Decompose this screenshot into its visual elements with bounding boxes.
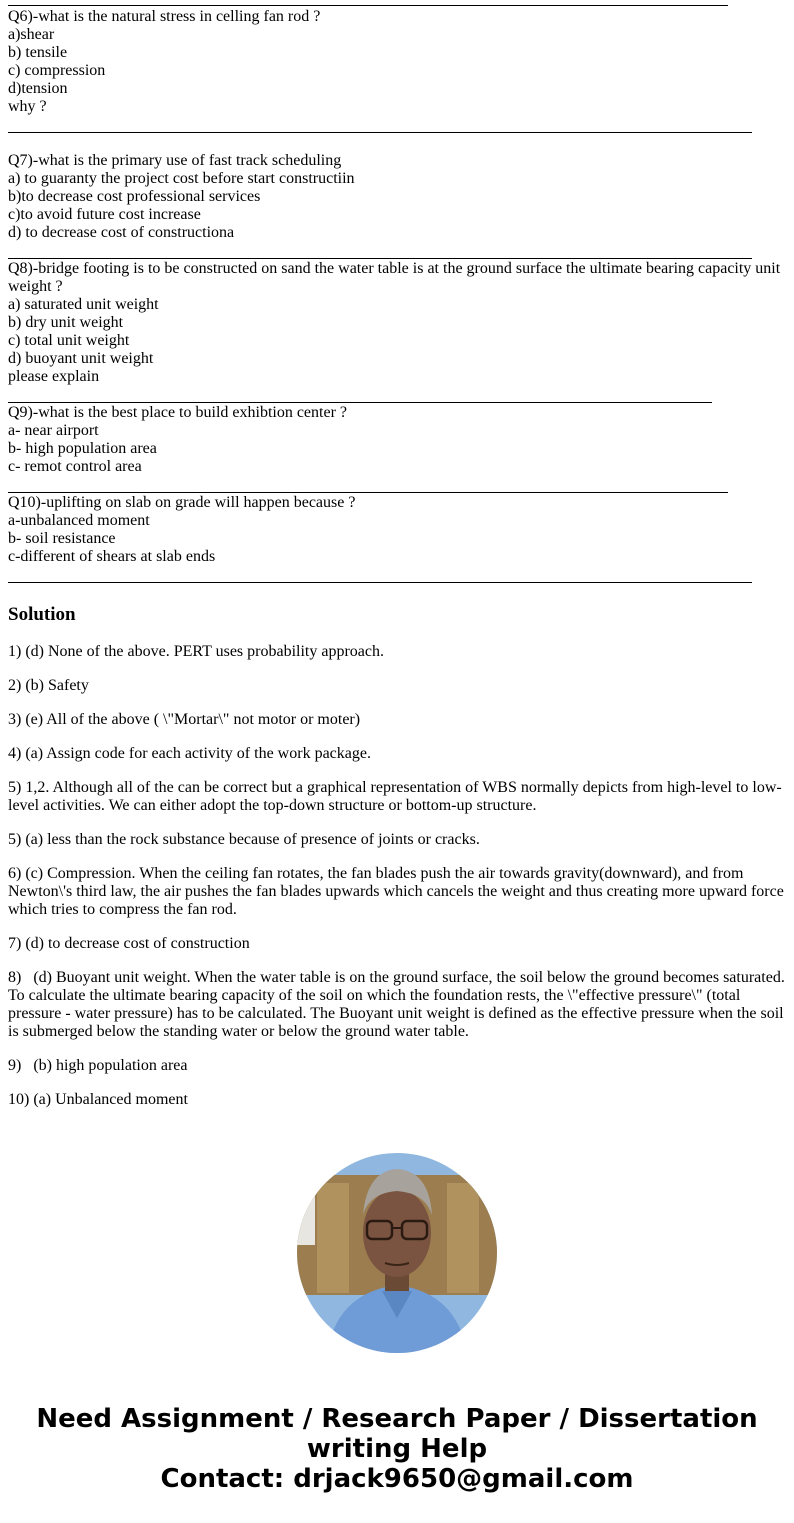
answer-1: 1) (d) None of the above. PERT uses probability approach. [8, 643, 384, 660]
solution-answers [8, 643, 789, 1109]
question-7 [8, 152, 786, 242]
question-text: Q9)-what is the best place to build exhibtion center ? [8, 404, 348, 421]
option: b) dry unit weight [8, 314, 124, 331]
author-avatar [297, 1153, 497, 1353]
question-note: please explain [8, 368, 100, 385]
answer-10: 10) (a) Unbalanced moment [8, 1091, 188, 1108]
answer-4: 4) (a) Assign code for each activity of the work package. [8, 745, 371, 762]
option: c) total unit weight [8, 332, 130, 349]
option: c) compression [8, 62, 106, 79]
option: d) to decrease cost of constructiona [8, 224, 235, 241]
option: a) to guaranty the project cost before start constructiin [8, 170, 355, 187]
divider [8, 582, 752, 583]
promo-contact: Contact: drjack9650@gmail.com [160, 1464, 634, 1494]
divider [8, 132, 752, 133]
question-6 [8, 8, 786, 116]
promo-line-1: Need Assignment / Research Paper / Dissertation [36, 1404, 758, 1434]
option: c)to avoid future cost increase [8, 206, 201, 223]
document-body [8, 0, 789, 1109]
option: c- remot control area [8, 458, 142, 475]
option: c-different of shears at slab ends [8, 548, 216, 565]
divider [8, 402, 712, 403]
answer-2: 2) (b) Safety [8, 677, 89, 694]
option: a)shear [8, 26, 55, 43]
question-text: Q10)-uplifting on slab on grade will happen because ? [8, 494, 356, 511]
question-9 [8, 404, 786, 476]
option: d)tension [8, 80, 68, 97]
question-10 [8, 494, 786, 566]
answer-9: 9) (b) high population area [8, 1057, 188, 1074]
question-text: Q6)-what is the natural stress in celling fan rod ? [8, 8, 321, 25]
promo-line-2: writing Help [306, 1434, 488, 1464]
option: a-unbalanced moment [8, 512, 150, 529]
option: b) tensile [8, 44, 68, 61]
divider [8, 492, 728, 493]
option: a- near airport [8, 422, 99, 439]
divider [8, 5, 728, 6]
question-text: Q7)-what is the primary use of fast track scheduling [8, 152, 342, 169]
option: b- soil resistance [8, 530, 116, 547]
answer-3: 3) (e) All of the above ( \"Mortar\" not motor or moter) [8, 711, 361, 728]
answer-5b: 5) (a) less than the rock substance because of presence of joints or cracks. [8, 831, 480, 848]
question-8 [8, 260, 786, 386]
answer-7: 7) (d) to decrease cost of construction [8, 935, 250, 952]
answer-5: 5) 1,2. Although all of the can be correct but a graphical representation of WBS normally depicts from high-level to low-level activities. We can either adopt the top-down structure or bottom-up structure. [8, 779, 782, 814]
option: a) saturated unit weight [8, 296, 159, 313]
answer-6: 6) (c) Compression. When the ceiling fan rotates, the fan blades push the air towards gravity(downward), and from Newton\'s third law, the air pushes the fan blades upwards which cancels the weight and thus creating more upward force which tries to compress the fan rod. [8, 865, 784, 918]
solution-heading: Solution [8, 604, 76, 625]
question-text: Q8)-bridge footing is to be constructed on sand the water table is at the ground surface the ultimate bearing capacity unit weight ? [8, 260, 781, 295]
option: d) buoyant unit weight [8, 350, 154, 367]
answer-8: 8) (d) Buoyant unit weight. When the water table is on the ground surface, the soil below the ground becomes saturated. To calculate the ultimate bearing capacity of the soil on which the foundation rests, the \"effective pressure\" (total pressure - water pressure) has to be calculated. The Buoyant unit weight is defined as the effective pressure when the soil is submerged below the standing water or below the ground water table. [8, 969, 789, 1040]
option: b- high population area [8, 440, 157, 457]
author-photo-icon [297, 1153, 497, 1353]
promo-banner [0, 1404, 794, 1494]
divider [8, 258, 752, 259]
question-note: why ? [8, 98, 47, 115]
option: b)to decrease cost professional services [8, 188, 261, 205]
